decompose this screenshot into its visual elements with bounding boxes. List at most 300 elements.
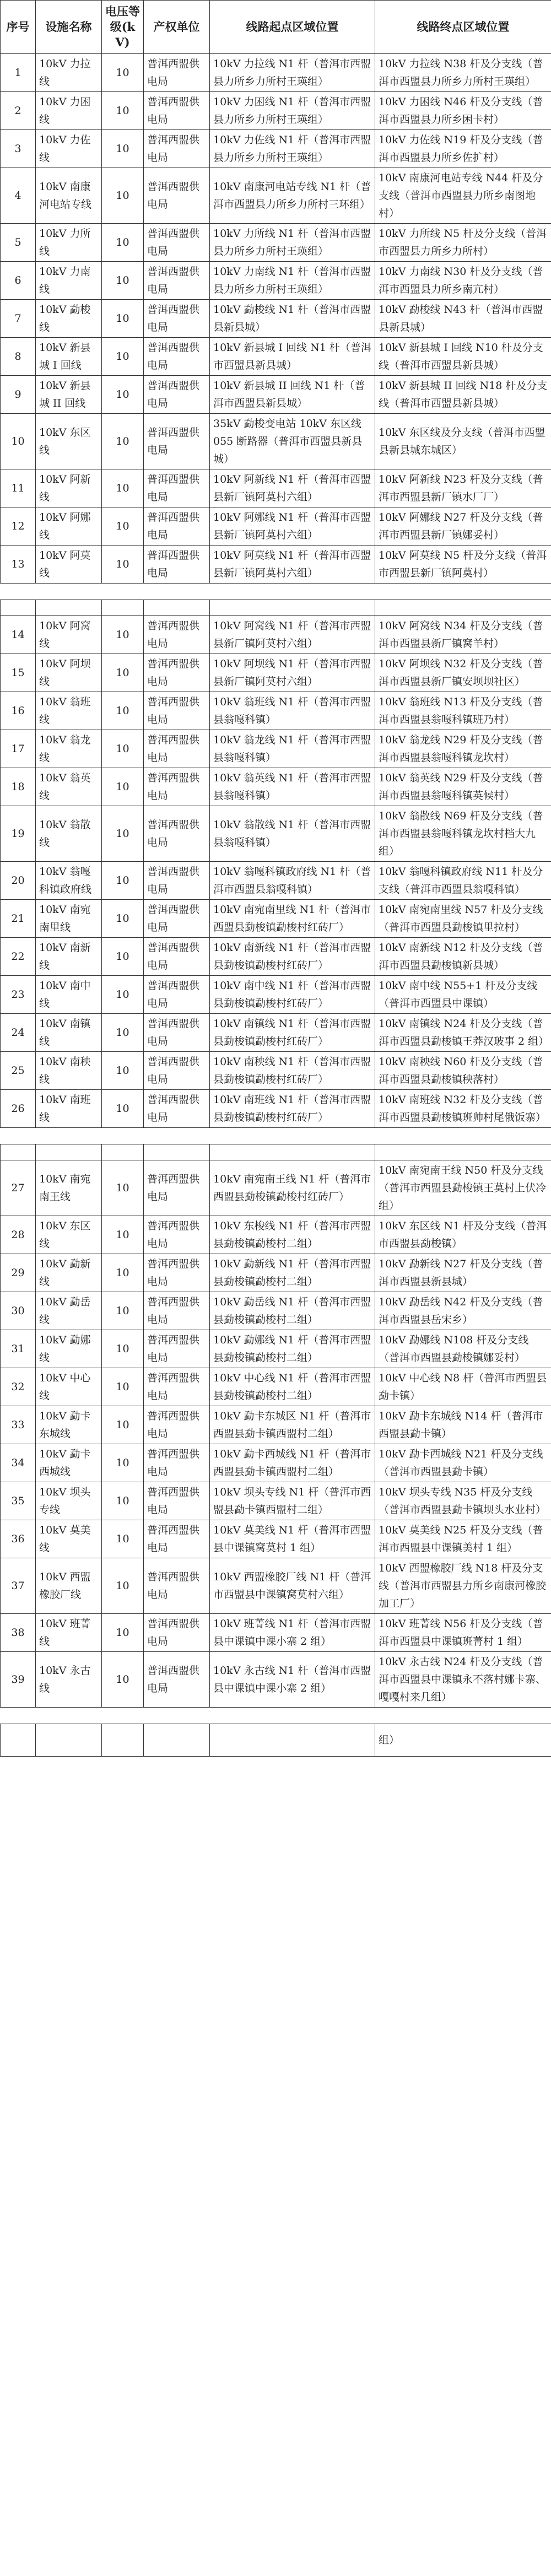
row-no: 25 [1,1052,36,1090]
row-name: 10kV 坝头专线 [36,1482,102,1520]
row-start: 10kV 西盟橡胶厂线 N1 杆（普洱市西盟县中课镇窝莫村六组） [210,1558,375,1614]
row-name: 10kV 勐新线 [36,1254,102,1292]
row-start: 10kV 阿窝线 N1 杆（普洱市西盟县新厂镇阿莫村六组） [210,616,375,654]
row-voltage: 10 [102,546,144,584]
table-row [1,1292,551,1330]
table-row [1,1014,551,1052]
table-row [1,1558,551,1614]
row-owner: 普洱西盟供电局 [144,1558,210,1614]
table-row [1,1254,551,1292]
row-end: 10kV 班菁线 N56 杆及分支线（普洱市西盟县中课镇班菁村 1 组） [375,1614,551,1652]
blank-cell [1,1144,36,1160]
continuation-row [1,1724,551,1757]
row-name: 10kV 翁英线 [36,768,102,806]
table-row [1,1052,551,1090]
row-owner: 普洱西盟供电局 [144,768,210,806]
row-name: 10kV 阿坝线 [36,654,102,692]
row-owner: 普洱西盟供电局 [144,338,210,376]
blank-cell [210,1144,375,1160]
row-start: 10kV 南中线 N1 杆（普洱市西盟县勐梭镇勐梭村红砖厂） [210,976,375,1014]
row-voltage: 10 [102,414,144,469]
row-voltage: 10 [102,1444,144,1482]
row-start: 10kV 南镇线 N1 杆（普洱市西盟县勐梭镇勐梭村红砖厂） [210,1014,375,1052]
row-owner: 普洱西盟供电局 [144,654,210,692]
blank-cell [144,600,210,616]
row-voltage: 10 [102,1254,144,1292]
row-start: 10kV 勐娜线 N1 杆（普洱市西盟县勐梭镇勐梭村二组） [210,1330,375,1368]
row-owner: 普洱西盟供电局 [144,1014,210,1052]
row-voltage: 10 [102,1558,144,1614]
row-owner: 普洱西盟供电局 [144,376,210,414]
blank-cell [375,600,551,616]
row-owner: 普洱西盟供电局 [144,92,210,130]
row-owner: 普洱西盟供电局 [144,616,210,654]
row-no: 1 [1,54,36,92]
row-voltage: 10 [102,1090,144,1128]
row-no: 19 [1,806,36,862]
row-voltage: 10 [102,262,144,300]
row-start: 10kV 阿莫线 N1 杆（普洱市西盟县新厂镇阿莫村六组） [210,546,375,584]
row-name: 10kV 勐卡东城线 [36,1406,102,1444]
row-name: 10kV 力困线 [36,92,102,130]
table-row [1,54,551,92]
row-owner: 普洱西盟供电局 [144,862,210,900]
blank-row [1,1144,551,1160]
row-start: 10kV 中心线 N1 杆（普洱市西盟县勐梭镇勐梭村二组） [210,1368,375,1406]
row-end: 10kV 阿坝线 N32 杆及分支线（普洱市西盟县新厂镇安坝坝社区） [375,654,551,692]
row-owner: 普洱西盟供电局 [144,1330,210,1368]
row-end: 10kV 莫美线 N25 杆及分支线（普洱市西盟县中课镇美村 1 组） [375,1520,551,1558]
row-no: 29 [1,1254,36,1292]
row-start: 10kV 勐梭线 N1 杆（普洱市西盟县新县城） [210,300,375,338]
row-owner: 普洱西盟供电局 [144,1160,210,1216]
row-start: 10kV 勐卡西城线 N1 杆（普洱市西盟县勐卡镇西盟村二组） [210,1444,375,1482]
row-voltage: 10 [102,1160,144,1216]
row-end: 10kV 力困线 N46 杆及分支线（普洱市西盟县力所乡困卡村） [375,92,551,130]
row-end: 10kV 勐新线 N27 杆及分支线（普洱市西盟县新县城） [375,1254,551,1292]
row-voltage: 10 [102,92,144,130]
row-no: 34 [1,1444,36,1482]
row-owner: 普洱西盟供电局 [144,692,210,730]
row-no: 2 [1,92,36,130]
row-end: 10kV 中心线 N8 杆（普洱市西盟县勐卡镇） [375,1368,551,1406]
row-start: 10kV 翁嘎科镇政府线 N1 杆（普洱市西盟县翁嘎科镇） [210,862,375,900]
row-voltage: 10 [102,338,144,376]
table-row [1,546,551,584]
row-no: 35 [1,1482,36,1520]
row-end: 10kV 翁龙线 N29 杆及分支线（普洱市西盟县翁嘎科镇龙坎村） [375,730,551,768]
row-owner: 普洱西盟供电局 [144,806,210,862]
row-start: 10kV 莫美线 N1 杆（普洱市西盟县中课镇窝莫村 1 组） [210,1520,375,1558]
row-end: 10kV 永古线 N24 杆及分支线（普洱市西盟县中课镇永不落村娜卡寨、嘎嘎村来几组） [375,1652,551,1708]
table-row [1,1090,551,1128]
row-voltage: 10 [102,1014,144,1052]
row-end: 10kV 东区线及分支线（普洱市西盟县新县城东城区） [375,414,551,469]
table-body [1,54,551,1757]
row-no: 36 [1,1520,36,1558]
blank-cell [210,1724,375,1757]
row-end: 10kV 南康河电站专线 N44 杆及分支线（普洱市西盟县力所乡南图地村） [375,168,551,224]
table-row [1,1614,551,1652]
row-owner: 普洱西盟供电局 [144,224,210,262]
row-owner: 普洱西盟供电局 [144,507,210,546]
row-voltage: 10 [102,1652,144,1708]
row-no: 4 [1,168,36,224]
row-name: 10kV 翁班线 [36,692,102,730]
row-no: 30 [1,1292,36,1330]
row-owner: 普洱西盟供电局 [144,1406,210,1444]
row-start: 10kV 南宛南里线 N1 杆（普洱市西盟县勐梭镇勐梭村红砖厂） [210,900,375,938]
row-no: 20 [1,862,36,900]
row-name: 10kV 力拉线 [36,54,102,92]
row-voltage: 10 [102,54,144,92]
row-no: 31 [1,1330,36,1368]
row-start: 10kV 翁龙线 N1 杆（普洱市西盟县翁嘎科镇） [210,730,375,768]
row-start: 10kV 勐岳线 N1 杆（普洱市西盟县勐梭镇勐梭村二组） [210,1292,375,1330]
row-voltage: 10 [102,224,144,262]
blank-cell [102,600,144,616]
row-no: 3 [1,130,36,168]
row-no: 12 [1,507,36,546]
row-no: 18 [1,768,36,806]
row-no: 15 [1,654,36,692]
row-owner: 普洱西盟供电局 [144,1292,210,1330]
row-end: 10kV 南秧线 N60 杆及分支线（普洱市西盟县勐梭镇秧落村） [375,1052,551,1090]
row-end: 10kV 南班线 N32 杆及分支线（普洱市西盟县勐梭镇班帅村尾俄饭寨） [375,1090,551,1128]
row-end: 10kV 力拉线 N38 杆及分支线（普洱市西盟县力所乡力所村王瑛组） [375,54,551,92]
row-no: 6 [1,262,36,300]
page-gap [1,1708,551,1724]
row-start: 10kV 南班线 N1 杆（普洱市西盟县勐梭镇勐梭村红砖厂） [210,1090,375,1128]
row-no: 39 [1,1652,36,1708]
row-end: 10kV 力佐线 N19 杆及分支线（普洱市西盟县力所乡佐扩村） [375,130,551,168]
row-end: 10kV 新县城 II 回线 N18 杆及分支线（普洱市西盟县新县城） [375,376,551,414]
header-start: 线路起点区域位置 [210,1,375,54]
row-start: 10kV 翁班线 N1 杆（普洱市西盟县翁嘎科镇） [210,692,375,730]
row-owner: 普洱西盟供电局 [144,300,210,338]
row-owner: 普洱西盟供电局 [144,1520,210,1558]
row-name: 10kV 南康河电站专线 [36,168,102,224]
row-name: 10kV 翁龙线 [36,730,102,768]
row-start: 10kV 南康河电站专线 N1 杆（普洱市西盟县力所乡力所村三环组） [210,168,375,224]
row-name: 10kV 翁嘎科镇政府线 [36,862,102,900]
row-start: 10kV 翁英线 N1 杆（普洱市西盟县翁嘎科镇） [210,768,375,806]
table-row [1,376,551,414]
row-name: 10kV 南宛南里线 [36,900,102,938]
row-name: 10kV 永古线 [36,1652,102,1708]
row-start: 10kV 力困线 N1 杆（普洱市西盟县力所乡力所村王瑛组） [210,92,375,130]
row-end: 10kV 东区线 N1 杆及分支线（普洱市西盟县勐梭镇） [375,1216,551,1254]
row-name: 10kV 阿娜线 [36,507,102,546]
row-end: 10kV 西盟橡胶厂线 N18 杆及分支线（普洱市西盟县力所乡南康河橡胶加工厂） [375,1558,551,1614]
row-owner: 普洱西盟供电局 [144,130,210,168]
row-end: 10kV 坝头专线 N35 杆及分支线（普洱市西盟县勐卡镇坝头水业村） [375,1482,551,1520]
row-owner: 普洱西盟供电局 [144,1216,210,1254]
table-row [1,900,551,938]
row-start: 10kV 阿新线 N1 杆（普洱市西盟县新厂镇阿莫村六组） [210,469,375,507]
row-owner: 普洱西盟供电局 [144,1482,210,1520]
table-row [1,1216,551,1254]
row-voltage: 10 [102,806,144,862]
row-no: 13 [1,546,36,584]
row-name: 10kV 莫美线 [36,1520,102,1558]
row-end: 10kV 南中线 N55+1 杆及分支线（普洱市西盟县中课镇） [375,976,551,1014]
row-voltage: 10 [102,654,144,692]
row-owner: 普洱西盟供电局 [144,414,210,469]
header-voltage: 电压等级(kV) [102,1,144,54]
row-voltage: 10 [102,1330,144,1368]
table-row [1,1520,551,1558]
blank-cell [36,1144,102,1160]
row-end: 10kV 翁英线 N29 杆及分支线（普洱市西盟县翁嘎科镇英候村） [375,768,551,806]
row-name: 10kV 南班线 [36,1090,102,1128]
table-row [1,1160,551,1216]
row-start: 35kV 勐梭变电站 10kV 东区线 055 断路器（普洱市西盟县新县城） [210,414,375,469]
row-name: 10kV 新县城 II 回线 [36,376,102,414]
table-row [1,469,551,507]
row-name: 10kV 班菁线 [36,1614,102,1652]
row-name: 10kV 南宛南王线 [36,1160,102,1216]
row-no: 27 [1,1160,36,1216]
table-row [1,1406,551,1444]
row-voltage: 10 [102,1052,144,1090]
row-no: 7 [1,300,36,338]
row-owner: 普洱西盟供电局 [144,1444,210,1482]
row-owner: 普洱西盟供电局 [144,54,210,92]
blank-cell [36,1724,102,1757]
row-no: 26 [1,1090,36,1128]
row-name: 10kV 东区线 [36,414,102,469]
row-no: 8 [1,338,36,376]
row-end: 10kV 勐娜线 N108 杆及分支线（普洱市西盟县勐梭镇娜妥村） [375,1330,551,1368]
row-no: 21 [1,900,36,938]
row-name: 10kV 南新线 [36,938,102,976]
row-start: 10kV 力所线 N1 杆（普洱市西盟县力所乡力所村王瑛组） [210,224,375,262]
page-gap [1,584,551,600]
row-name: 10kV 东区线 [36,1216,102,1254]
row-start: 10kV 勐卡东城区 N1 杆（普洱市西盟县勐卡镇西盟村二组） [210,1406,375,1444]
row-start: 10kV 南宛南王线 N1 杆（普洱市西盟县勐梭镇勐梭村红砖厂） [210,1160,375,1216]
row-no: 28 [1,1216,36,1254]
table-row [1,654,551,692]
table-row [1,768,551,806]
row-start: 10kV 新县城 I 回线 N1 杆（普洱市西盟县新县城） [210,338,375,376]
row-end: 10kV 南宛南王线 N50 杆及分支线（普洱市西盟县勐梭镇王莫村上伏冷组） [375,1160,551,1216]
table-row [1,338,551,376]
table-row [1,92,551,130]
row-voltage: 10 [102,938,144,976]
row-no: 24 [1,1014,36,1052]
row-voltage: 10 [102,1216,144,1254]
row-end: 10kV 勐岳线 N42 杆及分支线（普洱市西盟县岳宋乡） [375,1292,551,1330]
blank-cell [144,1724,210,1757]
row-name: 10kV 力所线 [36,224,102,262]
row-start: 10kV 力佐线 N1 杆（普洱市西盟县力所乡力所村王瑛组） [210,130,375,168]
row-end: 10kV 翁散线 N69 杆及分支线（普洱市西盟县翁嘎科镇龙坎村档大九组） [375,806,551,862]
table-row [1,806,551,862]
row-voltage: 10 [102,768,144,806]
row-no: 14 [1,616,36,654]
row-end: 10kV 力南线 N30 杆及分支线（普洱市西盟县力所乡南亢村） [375,262,551,300]
row-start: 10kV 翁散线 N1 杆（普洱市西盟县翁嘎科镇） [210,806,375,862]
row-name: 10kV 阿新线 [36,469,102,507]
row-name: 10kV 翁散线 [36,806,102,862]
row-start: 10kV 阿娜线 N1 杆（普洱市西盟县新厂镇阿莫村六组） [210,507,375,546]
row-name: 10kV 阿莫线 [36,546,102,584]
row-end: 10kV 阿窝线 N34 杆及分支线（普洱市西盟县新厂镇窝羊村） [375,616,551,654]
blank-cell [144,1144,210,1160]
row-voltage: 10 [102,300,144,338]
row-end: 10kV 勐卡东城线 N14 杆（普洱市西盟县勐卡镇） [375,1406,551,1444]
row-no: 16 [1,692,36,730]
blank-cell [1,600,36,616]
row-end: 10kV 南新线 N12 杆及分支线（普洱市西盟县勐梭镇新县城） [375,938,551,976]
row-owner: 普洱西盟供电局 [144,168,210,224]
page-gap [1,1128,551,1144]
table-row [1,168,551,224]
row-start: 10kV 力南线 N1 杆（普洱市西盟县力所乡力所村王瑛组） [210,262,375,300]
row-owner: 普洱西盟供电局 [144,262,210,300]
row-start: 10kV 坝头专线 N1 杆（普洱市西盟县勐卡镇西盟村二组） [210,1482,375,1520]
table-row [1,1482,551,1520]
row-end: 10kV 阿娜线 N27 杆及分支线（普洱市西盟县新厂镇娜妥村） [375,507,551,546]
row-end: 10kV 勐梭线 N43 杆（普洱市西盟县新县城） [375,300,551,338]
table-row [1,976,551,1014]
row-end: 10kV 翁嘎科镇政府线 N11 杆及分支线（普洱市西盟县翁嘎科镇） [375,862,551,900]
table-header-row [1,1,551,54]
row-start: 10kV 南秧线 N1 杆（普洱市西盟县勐梭镇勐梭村红砖厂） [210,1052,375,1090]
row-end: 10kV 南镇线 N24 杆及分支线（普洱市西盟县勐梭镇王莽汉玻事 2 组） [375,1014,551,1052]
header-name: 设施名称 [36,1,102,54]
row-name: 10kV 勐娜线 [36,1330,102,1368]
row-no: 5 [1,224,36,262]
row-owner: 普洱西盟供电局 [144,1052,210,1090]
row-no: 33 [1,1406,36,1444]
row-no: 10 [1,414,36,469]
row-voltage: 10 [102,469,144,507]
row-start: 10kV 新县城 II 回线 N1 杆（普洱市西盟县新县城） [210,376,375,414]
row-name: 10kV 力佐线 [36,130,102,168]
table-row [1,262,551,300]
row-name: 10kV 南中线 [36,976,102,1014]
row-name: 10kV 阿窝线 [36,616,102,654]
row-voltage: 10 [102,692,144,730]
row-end: 10kV 力所线 N5 杆及分支线（普洱市西盟县力所乡力所村） [375,224,551,262]
continuation-end-fragment: 组） [375,1724,551,1757]
table-row [1,130,551,168]
row-owner: 普洱西盟供电局 [144,1368,210,1406]
table-row [1,414,551,469]
row-start: 10kV 阿坝线 N1 杆（普洱市西盟县新厂镇阿莫村六组） [210,654,375,692]
table-row [1,1444,551,1482]
header-end: 线路终点区域位置 [375,1,551,54]
row-name: 10kV 力南线 [36,262,102,300]
row-owner: 普洱西盟供电局 [144,546,210,584]
row-name: 10kV 南镇线 [36,1014,102,1052]
blank-cell [375,1144,551,1160]
row-no: 17 [1,730,36,768]
row-end: 10kV 勐卡西城线 N21 杆及分支线（普洱市西盟县勐卡镇） [375,1444,551,1482]
row-name: 10kV 新县城 I 回线 [36,338,102,376]
row-voltage: 10 [102,862,144,900]
row-owner: 普洱西盟供电局 [144,900,210,938]
row-end: 10kV 阿新线 N23 杆及分支线（普洱市西盟县新厂镇水厂厂） [375,469,551,507]
blank-cell [210,600,375,616]
table-row [1,1652,551,1708]
header-owner: 产权单位 [144,1,210,54]
row-no: 38 [1,1614,36,1652]
table-row [1,1368,551,1406]
row-no: 37 [1,1558,36,1614]
row-owner: 普洱西盟供电局 [144,1652,210,1708]
row-end: 10kV 新县城 I 回线 N10 杆及分支线（普洱市西盟县新县城） [375,338,551,376]
table-row [1,616,551,654]
row-voltage: 10 [102,976,144,1014]
row-voltage: 10 [102,507,144,546]
table-row [1,224,551,262]
blank-cell [102,1144,144,1160]
row-owner: 普洱西盟供电局 [144,1254,210,1292]
row-no: 32 [1,1368,36,1406]
row-voltage: 10 [102,616,144,654]
row-name: 10kV 南秧线 [36,1052,102,1090]
row-start: 10kV 班菁线 N1 杆（普洱市西盟县中课镇中课小寨 2 组） [210,1614,375,1652]
table-row [1,507,551,546]
row-no: 11 [1,469,36,507]
header-no: 序号 [1,1,36,54]
table-row [1,692,551,730]
row-start: 10kV 勐新线 N1 杆（普洱市西盟县勐梭镇勐梭村二组） [210,1254,375,1292]
row-no: 23 [1,976,36,1014]
blank-cell [36,600,102,616]
row-voltage: 10 [102,130,144,168]
row-name: 10kV 勐梭线 [36,300,102,338]
row-voltage: 10 [102,1292,144,1330]
row-voltage: 10 [102,1614,144,1652]
row-no: 22 [1,938,36,976]
blank-row [1,600,551,616]
row-name: 10kV 中心线 [36,1368,102,1406]
row-voltage: 10 [102,168,144,224]
row-start: 10kV 南新线 N1 杆（普洱市西盟县勐梭镇勐梭村红砖厂） [210,938,375,976]
row-voltage: 10 [102,730,144,768]
blank-cell [1,1724,36,1757]
row-end: 10kV 翁班线 N13 杆及分支线（普洱市西盟县翁嘎科镇班乃村） [375,692,551,730]
row-voltage: 10 [102,1520,144,1558]
row-no: 9 [1,376,36,414]
row-voltage: 10 [102,376,144,414]
row-start: 10kV 力拉线 N1 杆（普洱市西盟县力所乡力所村王瑛组） [210,54,375,92]
row-voltage: 10 [102,900,144,938]
row-start: 10kV 永古线 N1 杆（普洱市西盟县中课镇中课小寨 2 组） [210,1652,375,1708]
table-row [1,730,551,768]
table-row [1,1330,551,1368]
row-owner: 普洱西盟供电局 [144,1090,210,1128]
row-start: 10kV 东梭线 N1 杆（普洱市西盟县勐梭镇勐梭村二组） [210,1216,375,1254]
table-row [1,300,551,338]
row-end: 10kV 南宛南里线 N57 杆及分支线（普洱市西盟县勐梭镇里拉村） [375,900,551,938]
blank-cell [102,1724,144,1757]
row-name: 10kV 勐岳线 [36,1292,102,1330]
table-row [1,862,551,900]
row-end: 10kV 阿莫线 N5 杆及分支线（普洱市西盟县新厂镇阿莫村） [375,546,551,584]
row-voltage: 10 [102,1368,144,1406]
row-owner: 普洱西盟供电局 [144,1614,210,1652]
row-voltage: 10 [102,1406,144,1444]
row-owner: 普洱西盟供电局 [144,976,210,1014]
row-owner: 普洱西盟供电局 [144,730,210,768]
row-voltage: 10 [102,1482,144,1520]
